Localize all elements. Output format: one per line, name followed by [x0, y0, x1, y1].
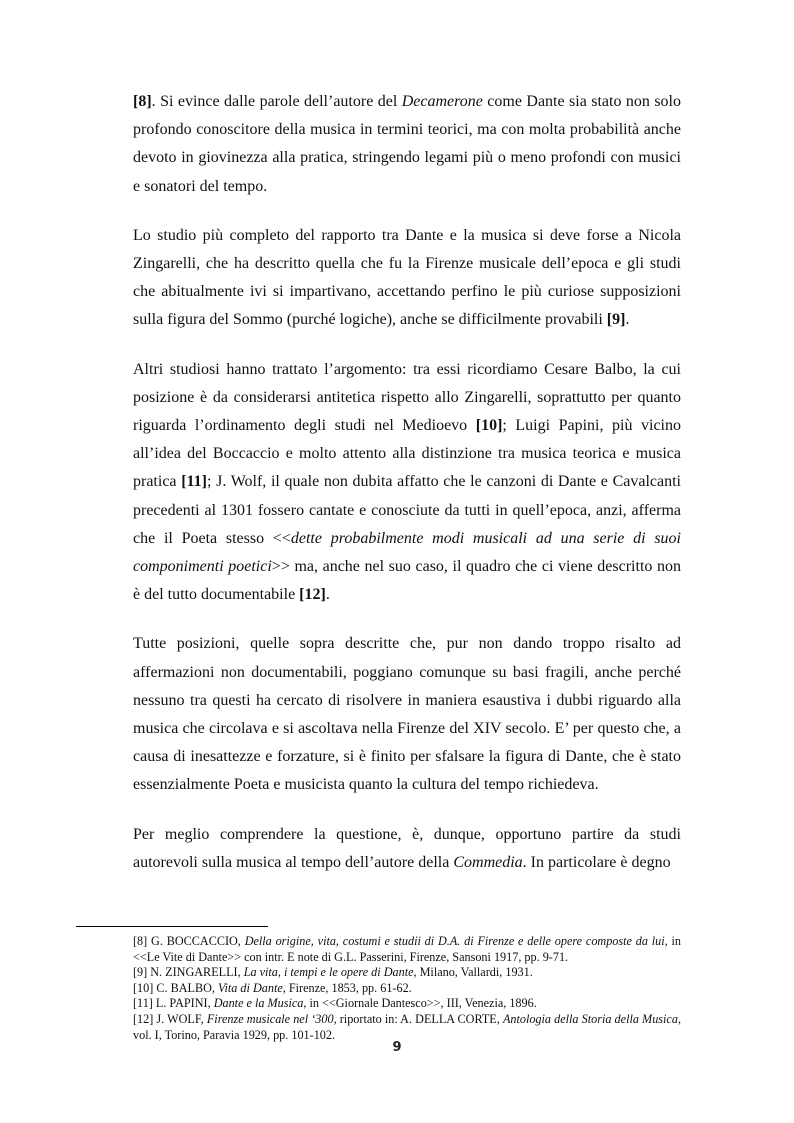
footnote-text: [8] G. BOCCACCIO,: [133, 934, 245, 948]
footnote-text: , riportato in: A. DELLA CORTE,: [333, 1011, 503, 1026]
footnote-title: La vita, i tempi e le opere di Dante,: [243, 965, 417, 980]
paragraph-4: Tutte posizioni, quelle sopra descritte che, pur non dando troppo risalto ad affermazioni non documentabili, poggiano comunque su basi fragili, anche perché nessuno tra questi ha cercato di risolvere in maniera esaustiva i dubbi riguardo alla musica che circolava e si ascoltava nella Firenze del XIV secolo. E’ per questo che, a causa di inesattezze e forzature, si è finito per sfalsare la figura di Dante, che è stato essenzialmente Poeta e musicista quanto la cultura del tempo richiedeva.: [133, 635, 681, 794]
work-title: Decamerone: [401, 93, 483, 110]
footnote-title: Vita di Dante: [217, 980, 283, 995]
footnote-text: , vol. I, Torino, Paravia 1929, pp. 101-102.: [133, 1011, 681, 1042]
citation-ref-8: [8]: [133, 93, 152, 110]
paragraph-2: [133, 222, 681, 335]
quotation: dette probabilmente modi musicali ad una serie di suoi componimenti poetici: [133, 529, 681, 576]
footnote-11: [133, 996, 681, 1012]
footnote-text: [9] N. ZINGARELLI,: [133, 965, 244, 980]
footnote-text: , Firenze, 1853, pp. 61-62.: [282, 980, 412, 995]
paragraph-text: ; J. Wolf, il quale non dubita affatto che le canzoni di Dante e Cavalcanti precedenti al 1301 fossero cantate e conosciute da tutti in quell’epoca, anzi, afferma che il Poeta stesso <<: [133, 473, 681, 547]
footnote-text: [12] J. WOLF,: [133, 1011, 207, 1026]
footnote-separator: [76, 926, 268, 927]
footnote-9: [133, 965, 681, 981]
paragraph-1: [133, 88, 681, 201]
footnote-text: [10] C. BALBO,: [133, 980, 218, 995]
page-number: 9: [392, 1040, 402, 1055]
footnote-12: [133, 1012, 681, 1043]
paragraph-text: .: [325, 586, 330, 604]
paragraph-text: . In particolare è degno: [522, 853, 671, 871]
footnote-text: [11] L. PAPINI,: [133, 996, 214, 1011]
footnote-text: Milano, Vallardi, 1931.: [416, 965, 533, 980]
paragraph-text: . Si evince dalle parole dell’autore del: [151, 93, 402, 110]
footnotes: [133, 934, 681, 1043]
footnote-title: Antologia della Storia della Musica: [502, 1011, 678, 1026]
footnote-10: [133, 981, 681, 997]
paragraph-text: .: [625, 311, 630, 329]
work-title: Commedia: [453, 853, 523, 871]
paragraph-3: [133, 356, 681, 610]
paragraph-text: come Dante sia stato non solo profondo conoscitore della musica in termini teorici, ma con molta probabilità anche devoto in giovinezza alla pratica, stringendo legami più o meno profondi con musici e sonatori del tempo.: [133, 93, 682, 195]
footnote-8: [133, 934, 681, 965]
footnote-title: Della origine, vita, costumi e studii di D.A. di Firenze e delle opere composte da lui: [244, 934, 665, 948]
footnote-text: , in <<Le Vite di Dante>> con intr. E note di G.L. Passerini, Firenze, Sansoni 1917, pp. 9-71.: [133, 934, 681, 964]
paragraph-text: Lo studio più completo del rapporto tra Dante e la musica si deve forse a Nicola Zingarelli, che ha descritto quella che fu la Firenze musicale dell’epoca e gli studi che abitualmente ivi si impartivano, accettando perfino le più curiose supposizioni sulla figura del Sommo (purché logiche), anche se difficilmente provabili: [133, 226, 681, 329]
footnote-title: Dante e la Musica: [213, 996, 304, 1011]
citation-ref-9: [9]: [606, 311, 626, 329]
paragraph-text: >> ma, anche nel suo caso, il quadro che ci viene descritto non è del tutto documentabile: [133, 558, 681, 604]
citation-ref-11: [11]: [181, 473, 207, 491]
paragraph-text: Altri studiosi hanno trattato l’argomento: tra essi ricordiamo Cesare Balbo, la cui posizione è da considerarsi antitetica rispetto allo Zingarelli, soprattutto per quanto riguarda l’ordinamento degli studi nel Medioevo: [133, 360, 681, 435]
paragraph-text: Per meglio comprendere la questione, è, dunque, opportuno partire da studi autorevoli sulla musica al tempo dell’autore della: [133, 825, 681, 871]
citation-ref-10: [10]: [475, 417, 503, 435]
body-text: [133, 88, 681, 898]
citation-ref-12: [12]: [299, 586, 326, 604]
footnote-title: Firenze musicale nel ‘300: [206, 1011, 334, 1026]
paragraph-text: ; Luigi Papini, più vicino all’idea del Boccaccio e molto attento alla distinzione tra musica teorica e musica pratica: [133, 417, 681, 491]
paragraph-5: [133, 821, 681, 877]
footnote-text: , in <<Giornale Dantesco>>, III, Venezia, 1896.: [303, 996, 537, 1011]
